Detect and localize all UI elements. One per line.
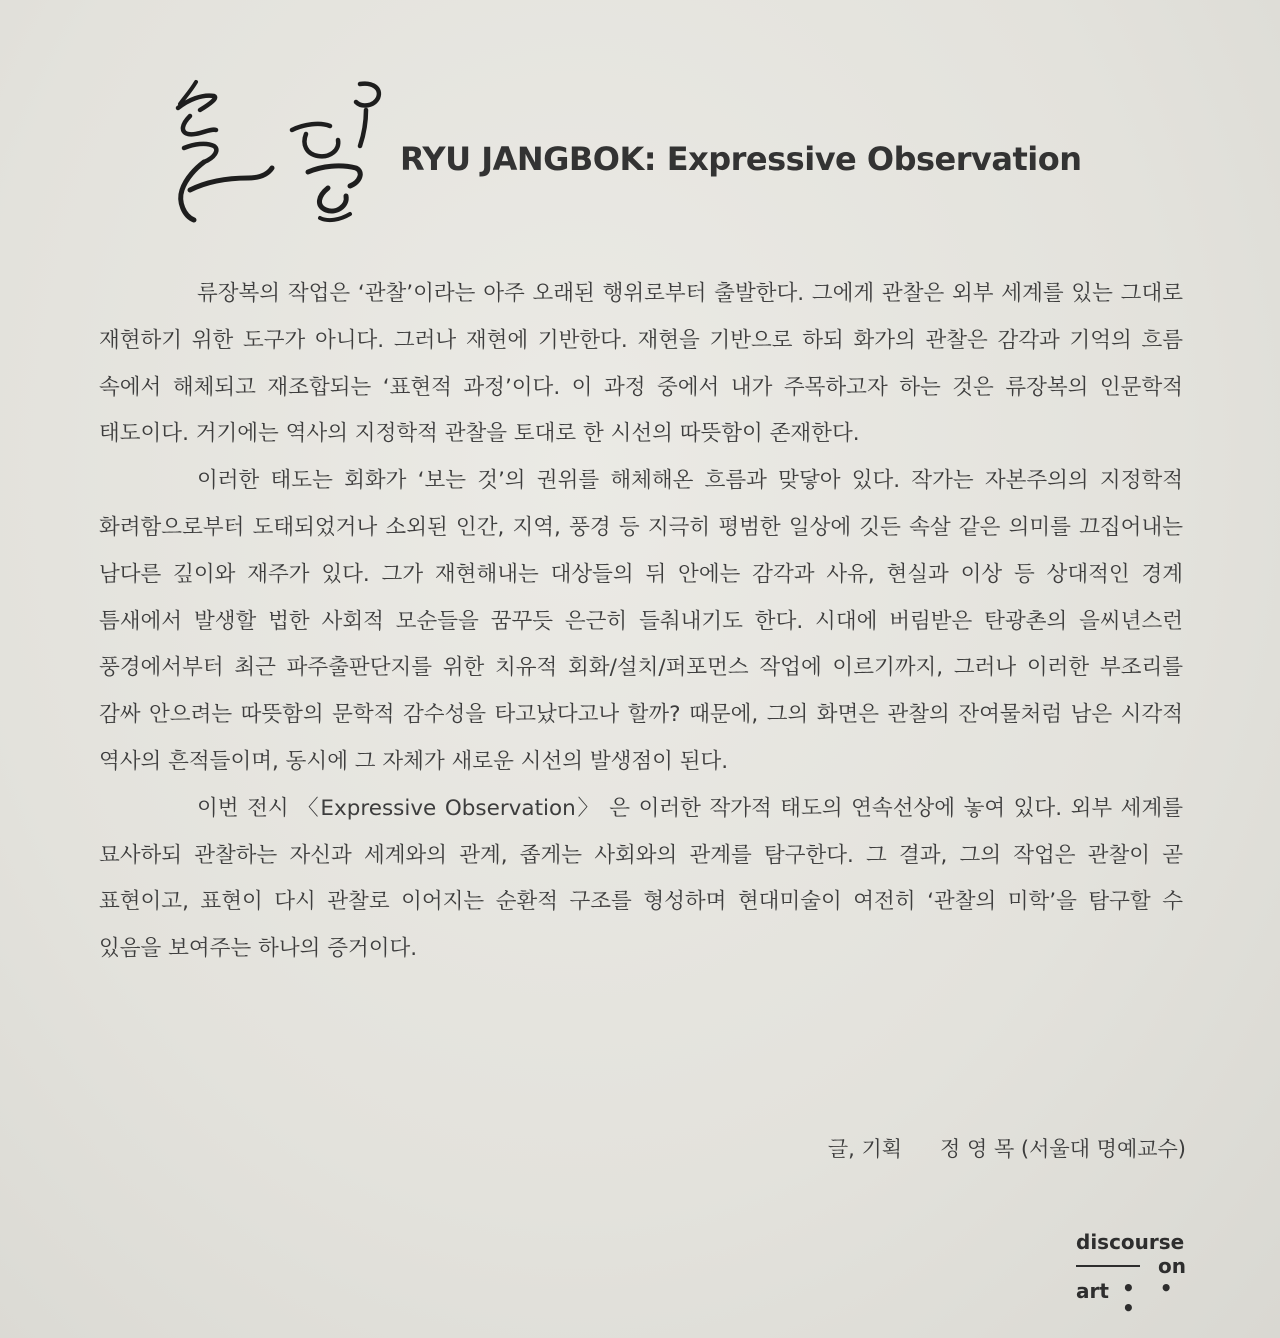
logo-line-2: on: [1158, 1254, 1186, 1278]
credit-author: 정 영 목 (서울대 명예교수): [940, 1137, 1186, 1161]
author-credit: [828, 1133, 1186, 1163]
discourse-on-art-logo: [1076, 1230, 1188, 1320]
exhibition-title: RYU JANGBOK: Expressive Observation: [400, 140, 1082, 178]
logo-dots: • • •: [1122, 1276, 1182, 1320]
credit-role: 글, 기획: [827, 1137, 903, 1161]
logo-line-3: art: [1076, 1279, 1109, 1303]
essay-body: [99, 271, 1183, 973]
logo-line-1: discourse: [1076, 1230, 1185, 1254]
handwritten-signature: [160, 70, 400, 240]
essay-paragraph: 류장복의 작업은 ‘관찰’이라는 아주 오래된 행위로부터 출발한다. 그에게 관찰은 외부 세계를 있는 그대로 재현하기 위한 도구가 아니다. 그러나 재현에 기반한다. 재현을 기반으로 하되 화가의 관찰은 감각과 기억의 흐름 속에서 해체되고 재조합되는 ‘표현적 과정’이다. 이 과정 중에서 내가 주목하고자 하는 것은 류장복의 인문학적 태도이다. 거기에는 역사의 지정학적 관찰을 토대로 한 시선의 따뜻함이 존재한다.: [99, 281, 1183, 447]
logo-rule: [1076, 1265, 1140, 1267]
essay-paragraph: 이러한 태도는 회화가 ‘보는 것’의 권위를 해체해온 흐름과 맞닿아 있다. 작가는 자본주의의 지정학적 화려함으로부터 도태되었거나 소외된 인간, 지역, 풍경 등 지극히 평범한 일상에 깃든 속살 같은 의미를 끄집어내는 남다른 깊이와 재주가 있다. 그가 재현해내는 대상들의 뒤 안에는 감각과 사유, 현실과 이상 등 상대적인 경계 틈새에서 발생할 법한 사회적 모순들을 꿈꾸듯 은근히 들춰내기도 한다. 시대에 버림받은 탄광촌의 을씨년스런 풍경에서부터 최근 파주출판단지를 위한 치유적 회화/설치/퍼포먼스 작업에 이르기까지, 그러나 이러한 부조리를 감싸 안으려는 따뜻함의 문학적 감수성을 타고났다고나 할까? 때문에, 그의 화면은 관찰의 잔여물처럼 남은 시각적 역사의 흔적들이며, 동시에 그 자체가 새로운 시선의 발생점이 된다.: [99, 468, 1183, 774]
essay-paragraph: 이번 전시 〈Expressive Observation〉 은 이러한 작가적 태도의 연속선상에 놓여 있다. 외부 세계를 묘사하되 관찰하는 자신과 세계와의 관계, 좁게는 사회와의 관계를 탐구한다. 그 결과, 그의 작업은 관찰이 곧 표현이고, 표현이 다시 관찰로 이어지는 순환적 구조를 형성하며 현대미술이 여전히 ‘관찰의 미학’을 탐구할 수 있음을 보여주는 하나의 증거이다.: [99, 795, 1183, 962]
